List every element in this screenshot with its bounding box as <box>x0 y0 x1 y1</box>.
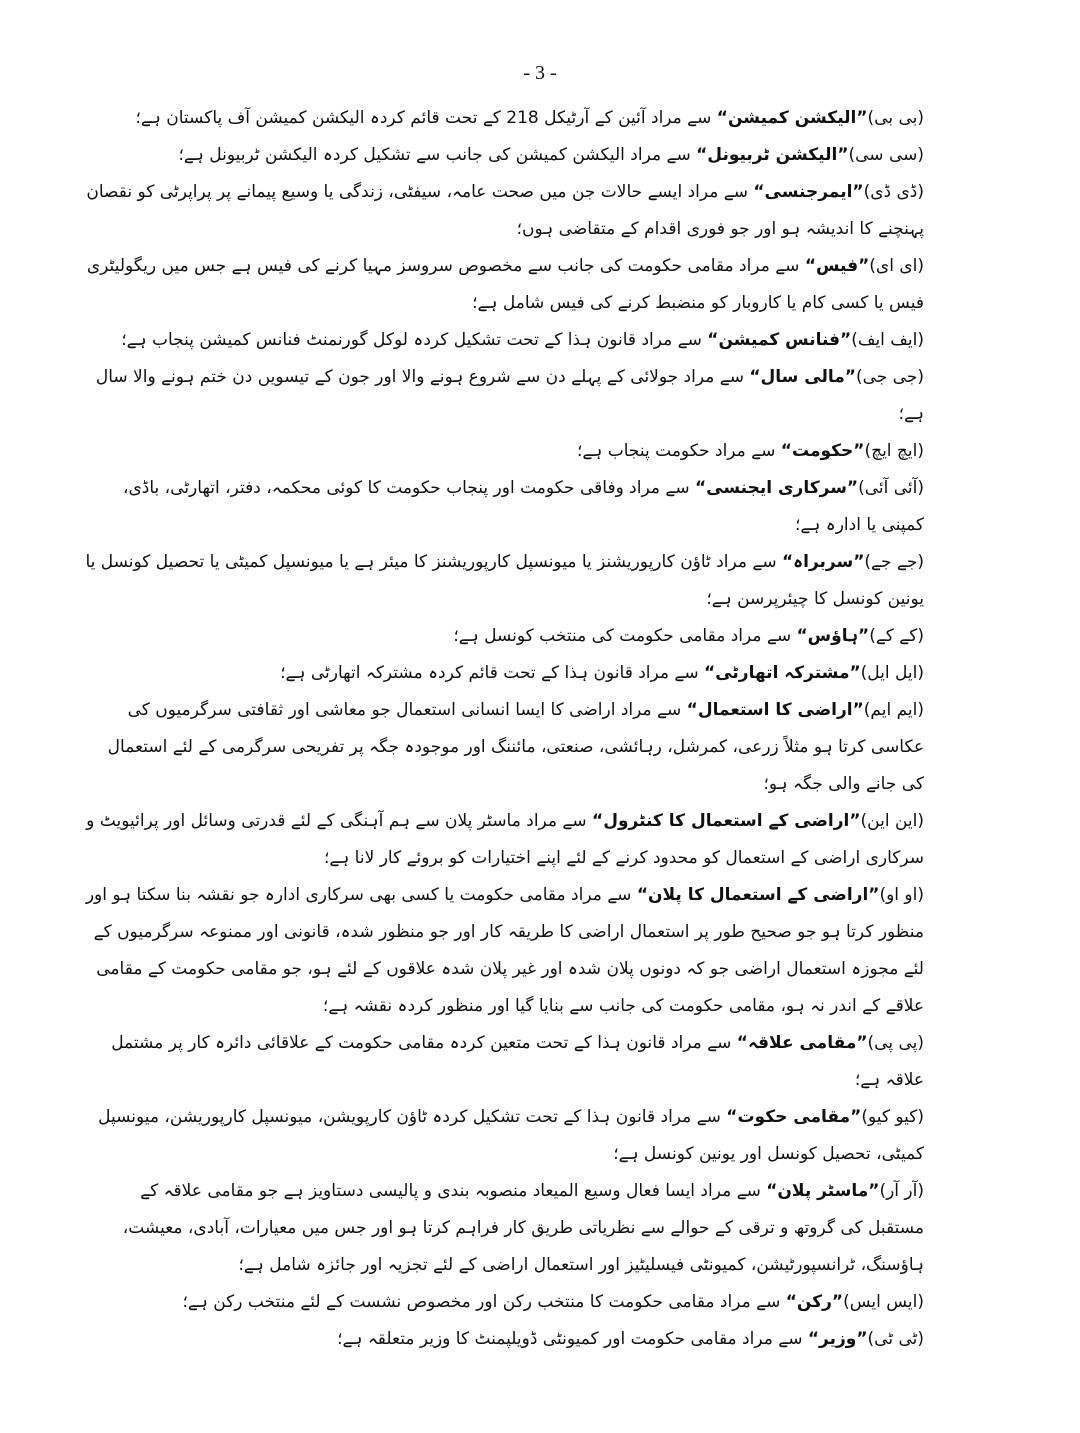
defined-term: ”سرکاری ایجنسی“ <box>694 478 859 498</box>
definition-item <box>84 1173 924 1284</box>
clause-label: (این این) <box>860 811 924 831</box>
defined-term: ”ہاؤس“ <box>796 626 870 646</box>
definition-item <box>84 322 924 359</box>
definition-text: سے مراد مقامی حکومت کی منتخب کونسل ہے؛ <box>453 626 797 646</box>
defined-term: ”رکن“ <box>785 1292 844 1312</box>
defined-term: ”مالی سال“ <box>749 367 856 387</box>
defined-term: ”ایمرجنسی“ <box>753 182 864 202</box>
page-number: - 3 - <box>523 62 557 84</box>
definition-item <box>84 433 924 470</box>
clause-label: (ایف ایف) <box>851 330 924 350</box>
definition-text: سے مراد قانون ہذا کے تحت تشکیل کردہ لوکل گورنمنٹ فنانس کمیشن پنجاب ہے؛ <box>121 330 708 350</box>
clause-label: (ای ای) <box>869 256 924 276</box>
definition-item <box>84 359 924 433</box>
defined-term: ”ماسٹر پلان“ <box>766 1181 880 1201</box>
defined-term: ”سربراہ“ <box>782 552 865 572</box>
clause-label: (آئی آئی) <box>858 478 924 498</box>
clause-label: (ایچ ایچ) <box>864 441 924 461</box>
definition-text: سے مراد وفاقی حکومت اور پنجاب حکومت کا کوئی محکمہ، دفتر، اتھارٹی، باڈی، کمپنی یا ادارہ ہے؛ <box>122 478 924 535</box>
definition-item <box>84 877 924 1025</box>
definition-item <box>84 618 924 655</box>
defined-term: ”مقامی علاقہ“ <box>736 1033 868 1053</box>
definition-text: سے مراد ماسٹر پلان سے ہم آہنگی کے لئے قدرتی وسائل اور پرائیویٹ و سرکاری اراضی کے استعمال کو محدود کرنے کے لئے اپنے اختیارات کو بروئے کار لانا ہے؛ <box>86 811 924 868</box>
definition-text: سے مراد قانون ہذا کے تحت متعین کردہ مقامی حکومت کے علاقائی دائرہ کار پر مشتمل علاقہ ہے؛ <box>111 1033 924 1090</box>
definition-item <box>84 655 924 692</box>
definition-item <box>84 470 924 544</box>
clause-label: (کیو کیو) <box>861 1107 924 1127</box>
definition-text: سے مراد ایسا فعال وسیع المیعاد منصوبہ بندی و پالیسی دستاویز ہے جو مقامی علاقہ کے مستقبل کی گروتھ و ترقی کے حوالے سے نظریاتی طریق کار فراہم کرتا ہو اور جس میں معیارات، آبادی، معیشت، ہاؤسنگ، ٹرانسپورٹیشن، کمیونٹی فیسلیٹیز اور استعمال اراضی کے لئے تجزیہ اور جائزہ شامل ہے؛ <box>122 1181 924 1275</box>
definition-text: سے مراد مقامی حکومت یا کسی بھی سرکاری ادارہ جو نقشہ بنا سکتا ہو اور منظور کرتا ہو جو صحیح طور پر استعمال اراضی کا طریقہ کار اور جو منظور شدہ، قانونی اور ممنوعہ سرگرمیوں کے لئے مجوزہ استعمال اراضی جو کہ دونوں پلان شدہ اور غیر پلان شدہ علاقوں کے لئے ہو، جو مقامی حکومت کے مقامی علاقے کے اندر نہ ہو، مقامی حکومت کی جانب سے بنایا گیا اور منظور کردہ نقشہ ہے؛ <box>85 885 924 1016</box>
definition-text: سے مراد جولائی کے پہلے دن سے شروع ہونے والا اور جون کے تیسویں دن ختم ہونے والا سال ہے؛ <box>95 367 924 424</box>
defined-term: ”وزیر“ <box>807 1329 868 1349</box>
defined-term: ”مقامی حکوت“ <box>726 1107 862 1127</box>
definition-item <box>84 137 924 174</box>
defined-term: ”الیکشن ٹربیونل“ <box>696 145 849 165</box>
defined-term: ”الیکشن کمیشن“ <box>716 108 868 128</box>
defined-term: ”فیس“ <box>804 256 870 276</box>
definition-item <box>84 544 924 618</box>
clause-label: (جی جی) <box>855 367 924 387</box>
clause-label: (ٹی ٹی) <box>867 1329 924 1349</box>
clause-label: (آر آر) <box>879 1181 924 1201</box>
definition-item <box>84 248 924 322</box>
clause-label: (او او) <box>879 885 924 905</box>
definition-text: سے مراد آئین کے آرٹیکل 218 کے تحت قائم کردہ الیکشن کمیشن آف پاکستان ہے؛ <box>135 108 717 128</box>
definition-text: سے مراد مقامی حکومت اور کمیونٹی ڈویلپمنٹ کا وزیر متعلقہ ہے؛ <box>337 1329 808 1349</box>
definition-item <box>84 1025 924 1099</box>
definition-text: سے مراد اراضی کا ایسا انسانی استعمال جو معاشی اور ثقافتی سرگرمیوں کی عکاسی کرتا ہو مثلاً زرعی، کمرشل، رہائشی، صنعتی، مائننگ اور موجودہ جگہ پر تفریحی سرگرمی کے لئے استعمال کی جانے والی جگہ ہو؛ <box>107 700 924 794</box>
clause-label: (بی بی) <box>867 108 924 128</box>
defined-term: ”اراضی کے استعمال کا پلان“ <box>636 885 880 905</box>
clause-label: (ایل ایل) <box>860 663 924 683</box>
clause-label: (سی سی) <box>848 145 924 165</box>
defined-term: ”حکومت“ <box>780 441 865 461</box>
definitions-list <box>84 100 924 1358</box>
defined-term: ”مشترکہ اتھارٹی“ <box>704 663 861 683</box>
definition-item <box>84 1321 924 1358</box>
defined-term: ”اراضی کے استعمال کا کنٹرول“ <box>592 811 861 831</box>
clause-label: (پی پی) <box>867 1033 924 1053</box>
defined-term: ”اراضی کا استعمال“ <box>686 700 864 720</box>
definition-text: سے مراد مقامی حکومت کا منتخب رکن اور مخصوص نشست کے لئے منتخب رکن ہے؛ <box>182 1292 786 1312</box>
definition-text: سے مراد الیکشن کمیشن کی جانب سے تشکیل کردہ الیکشن ٹربیونل ہے؛ <box>178 145 697 165</box>
definition-text: سے مراد ٹاؤن کارپوریشنز یا میونسپل کارپوریشنز کا میئر ہے یا میونسپل کمیٹی یا تحصیل کونسل یا یونین کونسل کا چیئرپرسن ہے؛ <box>85 552 924 609</box>
clause-label: (ڈی ڈی) <box>863 182 924 202</box>
definition-item <box>84 1099 924 1173</box>
defined-term: ”فنانس کمیشن“ <box>707 330 852 350</box>
definition-text: سے مراد قانون ہذا کے تحت تشکیل کردہ ٹاؤن کارپویشن، میونسپل کارپوریشن، میونسپل کمیٹی، تحصیل کونسل اور یونین کونسل ہے؛ <box>98 1107 924 1164</box>
definition-text: سے مراد حکومت پنجاب ہے؛ <box>576 441 781 461</box>
definition-item <box>84 174 924 248</box>
clause-label: (ایم ایم) <box>863 700 924 720</box>
definition-item <box>84 803 924 877</box>
definition-text: سے مراد مقامی حکومت کی جانب سے مخصوص سروسز مہیا کرنے کی فیس ہے جس میں ریگولیٹری فیس یا کسی کام یا کاروبار کو منضبط کرنے کی فیس شامل ہے؛ <box>86 256 924 313</box>
clause-label: (ایس ایس) <box>843 1292 924 1312</box>
definition-item <box>84 1284 924 1321</box>
definition-text: سے مراد ایسے حالات جن میں صحت عامہ، سیفٹی، زندگی یا وسیع پیمانے پر پراپرٹی کو نقصان پہنچنے کا اندیشہ ہو اور جو فوری اقدام کے متقاضی ہوں؛ <box>86 182 924 239</box>
clause-label: (کے کے) <box>869 626 924 646</box>
definition-text: سے مراد قانون ہذا کے تحت قائم کردہ مشترکہ اتھارٹی ہے؛ <box>280 663 705 683</box>
definition-item <box>84 100 924 137</box>
definition-item <box>84 692 924 803</box>
clause-label: (جے جے) <box>864 552 924 572</box>
